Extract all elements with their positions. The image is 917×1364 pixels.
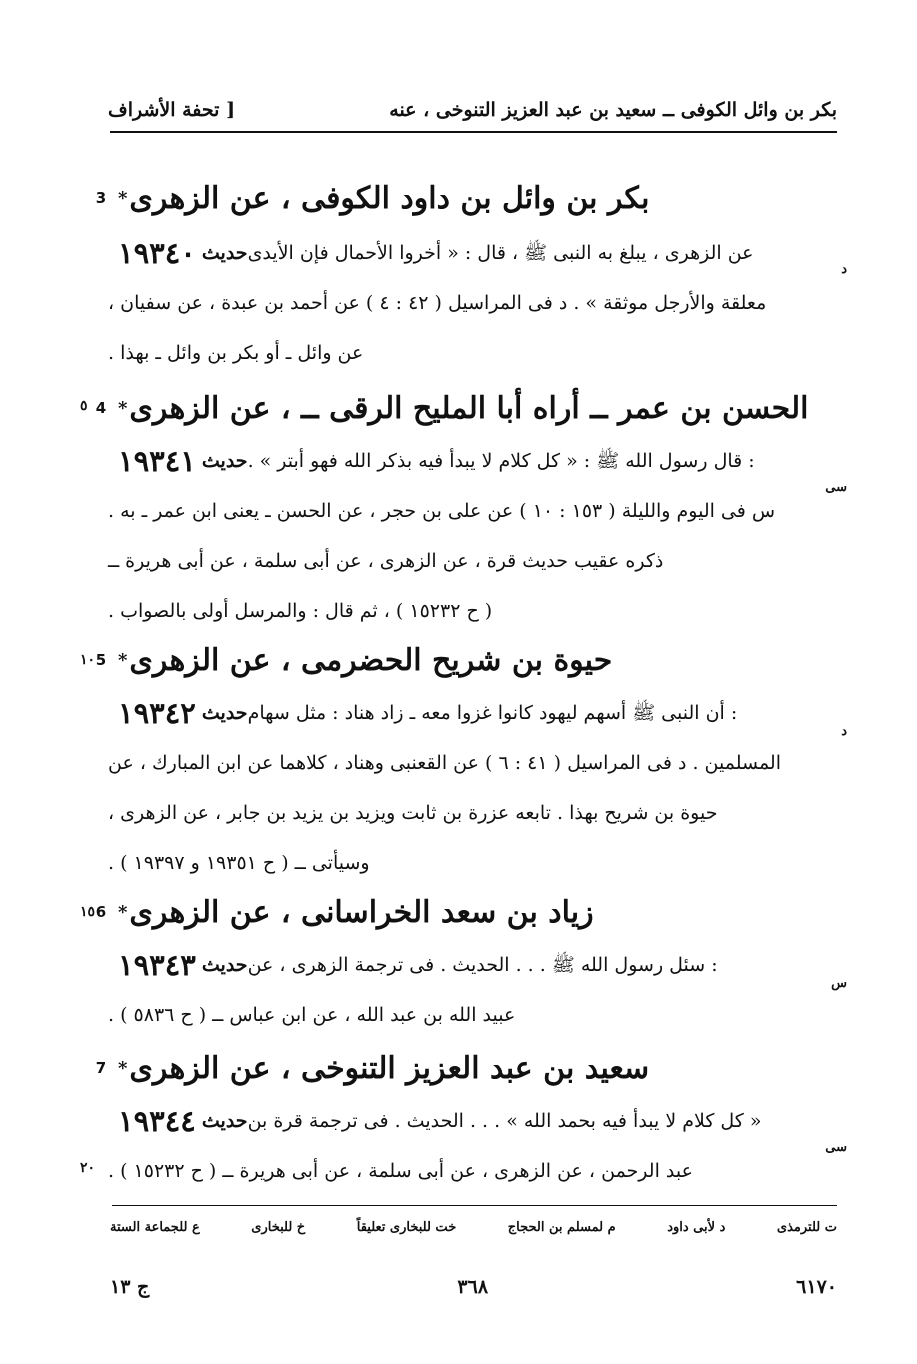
hadith-entry-19344 [108,1096,847,1196]
page-number: ٣٦٨ [457,1276,489,1298]
margin-line-number: ١٠ [80,652,96,668]
entry-line [108,586,839,636]
margin-line-number: ١٥ [80,904,96,920]
section-title: حيوة بن شريح الحضرمى ، عن الزهرى [129,642,613,678]
header-book-title: [ تحفة الأشراف [108,99,236,121]
legend-item: خت للبخارى تعليقاً [356,1219,457,1235]
hadith-label: حديث [201,702,248,724]
section-title: زياد بن سعد الخراسانى ، عن الزهرى [129,894,594,930]
entry-line [108,688,839,738]
section-star: * [118,649,128,671]
section-number: 7 [95,1059,107,1077]
hadith-label: حديث [201,242,248,264]
hadith-number: ١٩٣٤١ [118,444,196,478]
section-heading-3 [90,176,841,220]
entry-text: : قال رسول الله ﷺ : « كل كلام لا يبدأ فيه بذكر الله فهو أبتر » . [247,450,755,472]
margin-line-number: ٢٠ [80,1160,96,1176]
hadith-entry-19341 [108,436,847,636]
section-number: 4 [95,399,107,417]
entry-siglum: سى [825,1140,847,1155]
hadith-number: ١٩٣٤٢ [118,696,196,730]
hadith-entry-19342 [108,688,847,888]
entry-text: ذكره عقيب حديث قرة ، عن الزهرى ، عن أبى سلمة ، عن أبى هريرة ــ [108,550,664,572]
entry-line [108,536,839,586]
entry-line [108,940,839,990]
entry-text: عن الزهرى ، يبلغ به النبى ﷺ ، قال : « أخروا الأحمال فإن الأيدى [247,242,754,264]
entry-line [108,486,839,536]
legend-item: ع للجماعة الستة [110,1219,200,1235]
entry-line [108,278,839,328]
entry-siglum: د [841,262,847,277]
hadith-number: ١٩٣٤٠ [118,236,196,270]
entry-text: عبيد الله بن عبد الله ، عن ابن عباس ــ ( ح ٥٨٣٦ ) . [108,1004,516,1026]
entry-text: : سئل رسول الله ﷺ . . . الحديث . فى ترجمة الزهرى ، عن [247,954,718,976]
hadith-entry-19343 [108,940,847,1040]
hadith-label: حديث [201,450,248,472]
legend-item: ت للترمذى [776,1219,837,1235]
section-heading-5 [90,638,841,682]
hadith-entry-19340 [108,228,847,378]
entry-text: « كل كلام لا يبدأ فيه بحمد الله » . . . الحديث . فى ترجمة قرة بن [247,1110,762,1132]
entry-line [108,436,839,486]
section-star: * [118,1057,128,1079]
section-heading-6 [90,890,841,934]
entry-text: ( ح ١٥٢٣٢ ) ، ثم قال : والمرسل أولى بالصواب . [108,600,493,622]
running-header [108,92,837,128]
section-title: سعيد بن عبد العزيز التنوخى ، عن الزهرى [129,1050,650,1086]
header-title: بكر بن وائل الكوفى ــ سعيد بن عبد العزيز التنوخى ، عنه [389,99,837,121]
entry-text: حيوة بن شريح بهذا . تابعه عزرة بن ثابت ويزيد بن يزيد بن جابر ، عن الزهرى ، [108,802,718,824]
page-footer [110,1272,837,1302]
entry-line [108,1146,839,1196]
entry-siglum: س [831,976,847,991]
volume-number: ج ١٣ [110,1276,150,1298]
footnote-rule [112,1205,837,1206]
section-number: 3 [95,189,107,207]
header-rule [110,131,837,133]
entry-siglum: سى [825,480,847,495]
section-heading-4 [90,386,841,430]
hadith-number: ١٩٣٤٤ [118,1104,196,1138]
entry-line [108,788,839,838]
entry-line [108,228,839,278]
legend-item: م لمسلم بن الحجاج [507,1219,616,1235]
entry-line [108,1096,839,1146]
section-title: بكر بن وائل بن داود الكوفى ، عن الزهرى [129,180,650,216]
legend-item: خ للبخارى [251,1219,306,1235]
section-star: * [118,901,128,923]
entry-line [108,738,839,788]
entry-text: : أن النبى ﷺ أسهم ليهود كانوا غزوا معه ـ زاد هناد : مثل سهام [247,702,738,724]
entry-text: معلقة والأرجل موثقة » . د فى المراسيل ( ٤٢ : ٤ ) عن أحمد بن عبدة ، عن سفيان ، [108,292,767,314]
entry-text: المسلمين . د فى المراسيل ( ٤١ : ٦ ) عن القعنبى وهناد ، كلاهما عن ابن المبارك ، عن [108,752,781,774]
section-number: 6 [95,903,107,921]
section-number: 5 [95,651,107,669]
entry-siglum: د [841,724,847,739]
entry-line [108,838,839,888]
hadith-label: حديث [201,954,248,976]
siglum-legend [110,1212,837,1242]
entry-text: وسيأتى ــ ( ح ١٩٣٥١ و ١٩٣٩٧ ) . [108,852,370,874]
entry-line [108,990,839,1040]
entry-text: عبد الرحمن ، عن الزهرى ، عن أبى سلمة ، عن أبى هريرة ــ ( ح ١٥٢٣٢ ) . [108,1160,693,1182]
entry-line [108,328,839,378]
serial-number: ٦١٧٠ [796,1276,837,1298]
entry-text: س فى اليوم والليلة ( ١٥٣ : ١٠ ) عن على بن حجر ، عن الحسن ـ يعنى ابن عمر ـ به . [108,500,776,522]
section-star: * [118,397,128,419]
hadith-number: ١٩٣٤٣ [118,948,196,982]
section-title: الحسن بن عمر ــ أراه أبا المليح الرقى ــ ، عن الزهرى [129,390,809,426]
section-star: * [118,187,128,209]
legend-item: د لأبى داود [667,1219,726,1235]
hadith-label: حديث [201,1110,248,1132]
entry-text: عن وائل ـ أو بكر بن وائل ـ بهذا . [108,342,364,364]
section-heading-7 [90,1046,841,1090]
margin-line-number: ٥ [80,398,88,414]
